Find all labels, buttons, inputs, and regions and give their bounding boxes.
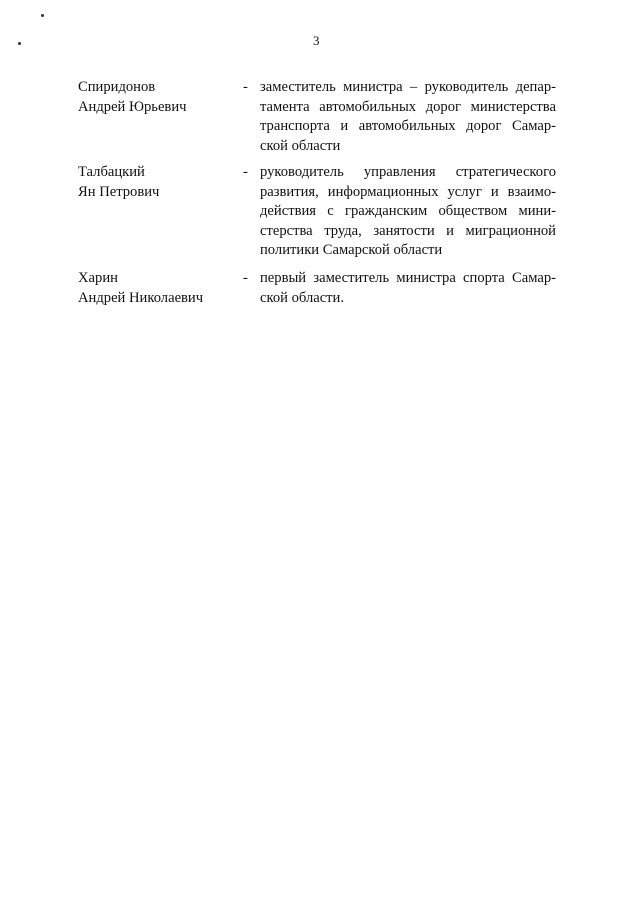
name-line: Ян Петрович bbox=[78, 183, 160, 200]
dash-separator: - bbox=[243, 164, 248, 180]
position-line: заместитель министра – руководитель депар- bbox=[260, 79, 556, 95]
page-number: 3 bbox=[313, 33, 320, 48]
name-line: Талбацкий bbox=[78, 164, 145, 180]
position-line: стерства труда, занятости и миграционной bbox=[260, 222, 556, 239]
member-position bbox=[260, 78, 556, 156]
position-line: транспорта и автомобильных дорог Самар- bbox=[260, 118, 556, 135]
position-line: политики Самарской области bbox=[260, 242, 443, 259]
scan-speck bbox=[18, 42, 21, 45]
position-line: ской области bbox=[260, 137, 341, 154]
name-line: Андрей Юрьевич bbox=[78, 98, 187, 115]
dash-separator: - bbox=[243, 270, 248, 286]
member-position bbox=[260, 163, 556, 261]
position-line: ской области. bbox=[260, 289, 345, 306]
member-position bbox=[260, 269, 556, 308]
position-line: действия с гражданским обществом мини- bbox=[260, 203, 556, 220]
member-name bbox=[78, 269, 203, 308]
position-line: первый заместитель министра спорта Самар- bbox=[260, 270, 556, 286]
member-name bbox=[78, 163, 159, 202]
position-line: руководитель управления стратегического bbox=[260, 164, 556, 180]
position-line: тамента автомобильных дорог министерства bbox=[260, 98, 556, 115]
scan-speck bbox=[41, 14, 44, 17]
name-line: Андрей Николаевич bbox=[78, 289, 204, 306]
position-line: развития, информационных услуг и взаимо- bbox=[260, 183, 556, 200]
member-name bbox=[78, 78, 186, 117]
dash-separator: - bbox=[243, 79, 248, 95]
name-line: Спиридонов bbox=[78, 79, 156, 95]
name-line: Харин bbox=[78, 270, 118, 286]
